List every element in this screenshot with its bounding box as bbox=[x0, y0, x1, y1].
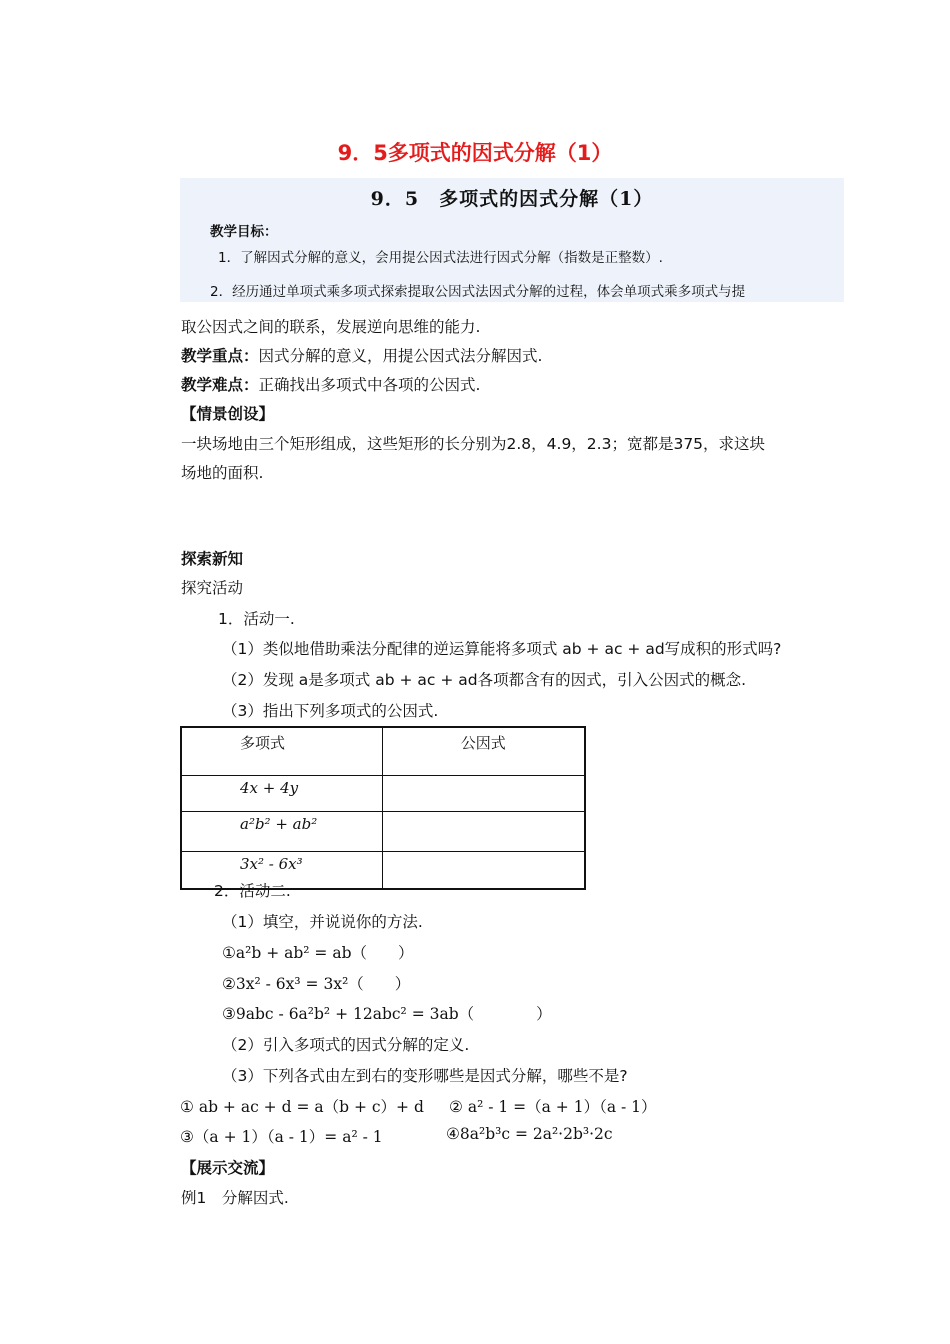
table-cell-polynomial: a²b² + ab² bbox=[181, 812, 382, 852]
table-header-row bbox=[181, 727, 585, 776]
difficulty-text: 正确找出多项式中各项的公因式. bbox=[258, 376, 481, 394]
key-point-text: 因式分解的意义，用提公因式法分解因式. bbox=[258, 347, 543, 365]
factorization-example-1: ① ab + ac + d = a（b + c）+ d bbox=[180, 1098, 424, 1116]
fill-blank-1: ①a²b + ab² = ab（ ） bbox=[222, 944, 414, 962]
factorization-example-2: ② a² - 1 =（a + 1）（a - 1） bbox=[449, 1098, 657, 1116]
table-cell-common-factor bbox=[382, 812, 585, 852]
activity-2-q1: （1）填空，并说说你的方法. bbox=[222, 913, 423, 931]
factorization-example-4: ④8a²b³c = 2a²·2b³·2c bbox=[446, 1125, 613, 1143]
table-cell-polynomial: 4x + 4y bbox=[181, 776, 382, 812]
table-cell-common-factor bbox=[382, 852, 585, 890]
objectives-box bbox=[180, 178, 844, 302]
scenario-heading: 【情景创设】 bbox=[181, 405, 275, 423]
objectives-label: 教学目标： bbox=[210, 224, 278, 240]
difficulty bbox=[181, 373, 480, 395]
show-heading: 【展示交流】 bbox=[181, 1159, 275, 1177]
key-point bbox=[181, 344, 542, 366]
scenario-line-1: 一块场地由三个矩形组成，这些矩形的长分别为2.8，4.9，2.3；宽都是375，求这块 bbox=[181, 435, 766, 453]
page-title: 9．5多项式的因式分解（1） bbox=[337, 141, 613, 165]
scenario-line-2: 场地的面积. bbox=[181, 464, 264, 482]
difficulty-label: 教学难点： bbox=[181, 376, 259, 394]
fill-blank-2: ②3x² - 6x³ = 3x²（ ） bbox=[222, 975, 411, 993]
activity-1-q2: （2）发现 a是多项式 ab + ac + ad各项都含有的因式，引入公因式的概念. bbox=[222, 671, 747, 689]
activity-2-label: 2．活动二. bbox=[214, 882, 291, 900]
activity-2-q3: （3）下列各式由左到右的变形哪些是因式分解，哪些不是? bbox=[222, 1067, 628, 1085]
objective-2: 2．经历通过单项式乘多项式探索提取公因式法因式分解的过程，体会单项式乘多项式与提 bbox=[210, 284, 746, 300]
activity-1-q3: （3）指出下列多项式的公因式. bbox=[222, 702, 439, 720]
common-factor-table bbox=[180, 726, 586, 890]
table-header-polynomial: 多项式 bbox=[181, 727, 382, 776]
objective-2-continued: 取公因式之间的联系，发展逆向思维的能力. bbox=[181, 318, 481, 336]
activity-1-label: 1．活动一. bbox=[218, 610, 295, 628]
boxed-title: 9．5 多项式的因式分解（1） bbox=[370, 188, 654, 210]
table-cell-common-factor bbox=[382, 776, 585, 812]
table-header-common-factor: 公因式 bbox=[382, 727, 585, 776]
objective-1: 1．了解因式分解的意义，会用提公因式法进行因式分解（指数是正整数）. bbox=[218, 250, 663, 266]
table-row bbox=[181, 776, 585, 812]
table-row bbox=[181, 812, 585, 852]
explore-heading: 探索新知 bbox=[181, 550, 244, 568]
table-cell-polynomial: 3x² - 6x³ bbox=[181, 852, 382, 890]
activity-1-q1: （1）类似地借助乘法分配律的逆运算能将多项式 ab + ac + ad写成积的形式吗? bbox=[222, 640, 782, 658]
explore-subheading: 探究活动 bbox=[181, 579, 244, 597]
activity-2-q2: （2）引入多项式的因式分解的定义. bbox=[222, 1036, 470, 1054]
key-point-label: 教学重点： bbox=[181, 347, 259, 365]
example-1: 例1 分解因式. bbox=[181, 1189, 289, 1207]
fill-blank-3: ③9abc - 6a²b² + 12abc² = 3ab（ ） bbox=[222, 1005, 552, 1023]
factorization-example-3: ③（a + 1）（a - 1）= a² - 1 bbox=[180, 1128, 383, 1146]
